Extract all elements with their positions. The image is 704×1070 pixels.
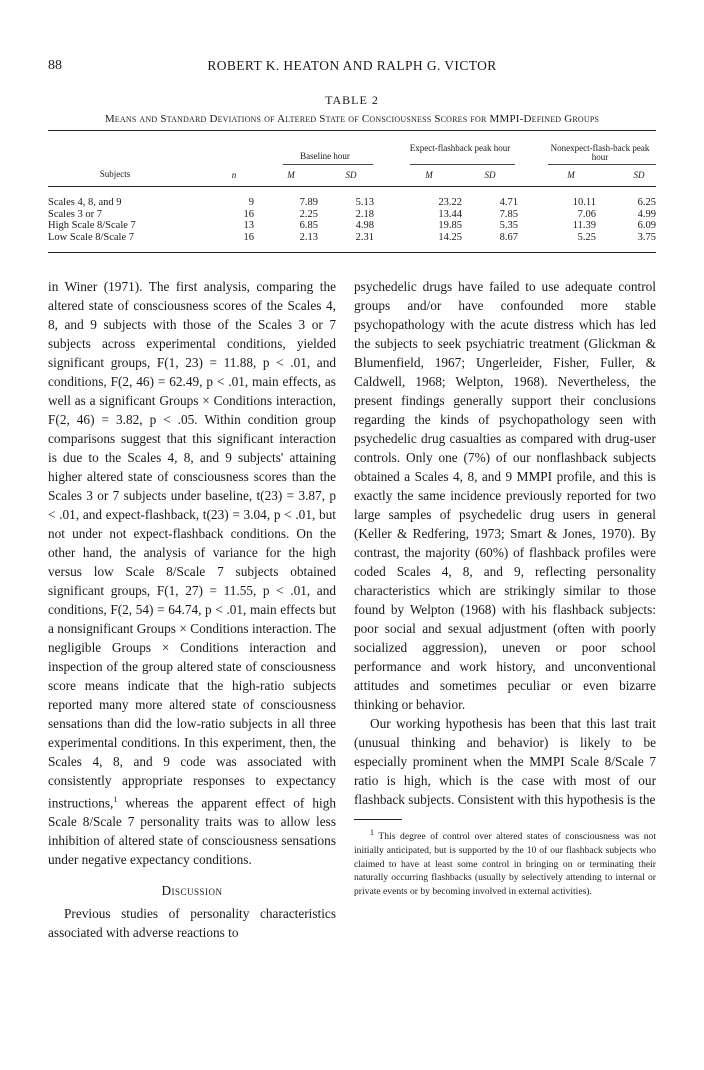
col-group-expect: Expect-flashback peak hour — [409, 143, 511, 153]
footnote — [354, 826, 656, 899]
cell-b-m: 6.85 — [299, 220, 318, 231]
running-head: ROBERT K. HEATON AND RALPH G. VICTOR — [207, 58, 497, 73]
table-top-rule — [48, 130, 656, 131]
cell-e-m: 23.22 — [438, 197, 462, 208]
right-column — [354, 277, 656, 899]
page-number: 88 — [48, 58, 62, 73]
col-baseline-m: M — [287, 170, 295, 180]
cell-e-sd: 4.71 — [499, 197, 518, 208]
table-bottom-rule — [48, 252, 656, 253]
cell-e-sd: 5.35 — [499, 220, 518, 231]
cell-ne-sd: 6.25 — [637, 197, 656, 208]
cell-e-sd: 7.85 — [499, 208, 518, 220]
table-row — [48, 232, 656, 244]
cell-subjects: Low Scale 8/Scale 7 — [48, 231, 135, 243]
cell-subjects: Scales 4, 8, and 9 — [48, 197, 122, 208]
cell-b-sd: 2.31 — [355, 231, 374, 243]
cell-b-m: 2.25 — [299, 208, 318, 220]
right-paragraph-2: Our working hypothesis has been that this last trait (unusual thinking and behavior) is likely to be especially prominent when the MMPI Scale 8/Scale 7 ratio is high, which is the case with most of our flashback subjects. Consistent with this hypothesis is the — [354, 716, 656, 807]
cell-ne-m: 10.11 — [572, 197, 596, 208]
right-paragraph-1: psychedelic drugs have failed to use adequate control groups and/or have confounded more stable psychopathology with the acute distress which has led the subjects to seek psychiatric treatment (Glickman & Blumenfield, 1967; Ungerleider, Fisher, Fuller, & Caldwell, 1968; Welpton, 1968). Nevertheless, the present findings generally support their conclusions regarding the kinds of psychopathology seen with psychedelic drug casualties as compared with drug-user controls. Only one (7%) of our nonflashback subjects obtained a Scales 4, 8, and 9 MMPI profile, and this is exactly the same incidence previously reported for two large samples of psychedelic drug users in general (Keller & Redfering, 1973; Smart & Jones, 1970). By contrast, the majority (60%) of flashback profiles were coded Scales 4, 8, and 9, reflecting personality characteristics which are strikingly similar to those found by Welpton (1968) with his flashback subjects: poor social and sexual adjustment (often with poorly socialized aggression), uneven or poor school performance and work history, and unconventional attitudes and sometimes peculiar or even bizarre thinking or behavior. — [354, 279, 656, 712]
cell-e-m: 13.44 — [438, 208, 462, 220]
cell-n: 13 — [243, 220, 254, 231]
cell-b-m: 7.89 — [299, 197, 318, 208]
cell-b-sd: 4.98 — [355, 220, 374, 231]
cell-subjects: Scales 3 or 7 — [48, 208, 102, 220]
cell-ne-sd: 3.75 — [637, 231, 656, 243]
left-paragraph-2: Previous studies of personality characteristics associated with adverse reactions to — [48, 906, 336, 941]
footnote-rule — [354, 819, 402, 820]
cell-subjects: High Scale 8/Scale 7 — [48, 220, 136, 231]
table-row — [48, 220, 656, 232]
col-nonexpect-sd: SD — [633, 170, 645, 180]
table-row — [48, 209, 656, 221]
left-paragraph-1 — [48, 277, 336, 869]
cell-n: 9 — [248, 197, 254, 208]
left-column — [48, 277, 336, 942]
cell-ne-sd: 4.99 — [637, 208, 656, 220]
cell-n: 16 — [243, 231, 254, 243]
cell-e-sd: 8.67 — [499, 231, 518, 243]
left-para1-end: whereas the apparent effect of high Scale 8/Scale 7 personality traits was to allow less inhibition of altered state of consciousness sensations under negative expectancy conditions. — [48, 795, 336, 868]
col-subjects: Subjects — [99, 169, 131, 179]
cell-b-sd: 2.18 — [355, 208, 374, 220]
left-para1-text: in Winer (1971). The first analysis, comparing the altered state of consciousness scores of the Scales 4, 8, and 9 subjects with those of the Scales 3 or 7 subjects across experimental conditions, yielded significant groups, F(1, 23) = 11.88, p < .01, and conditions, F(2, 46) = 62.49, p < .01, main effects, as well as a significant Groups × Conditions interaction, F(2, 46) = 3.82, p < .05. Within condition group comparisons suggest that this significant interaction is due to the Scales 4, 8, and 9 subjects' attaining higher altered state of consciousness scores than the Scales 3 or 7 subjects under baseline, t(23) = 3.87, p < .01, and expect-flashback, t(23) = 3.04, p < .01, but not under not expect-flashback conditions. On the other hand, the analysis of variance for the high versus low Scale 8/Scale 7 subjects obtained significant groups, F(1, 27) = 11.55, p < .01, and conditions, F(2, 54) = 64.74, p < .01, main effects but a nonsignificant Groups × Conditions interaction. The negligible Groups × Conditions interaction and inspection of the group altered state of consciousness score means indicate that the high-ratio subjects reported many more altered state of consciousness sensations than did the low-ratio subjects in all three experimental conditions. In this experiment, then, the Scales 4, 8, and 9 code was associated with consistently appropriate responses to expectancy instructions, — [48, 279, 336, 811]
col-expect-m: M — [425, 170, 433, 180]
col-expect-sd: SD — [484, 170, 496, 180]
table-row — [48, 197, 656, 209]
cell-ne-m: 7.06 — [577, 208, 596, 220]
col-group-baseline: Baseline hour — [300, 151, 350, 161]
data-table — [48, 197, 656, 243]
table-caption: Means and Standard Deviations of Altered State of Consciousness Scores for MMPI-Defined Groups — [104, 113, 600, 125]
cell-e-m: 14.25 — [438, 231, 462, 243]
cell-ne-m: 11.39 — [572, 220, 596, 231]
baseline-subrule — [283, 164, 373, 165]
cell-ne-m: 5.25 — [577, 231, 596, 243]
col-baseline-sd: SD — [345, 170, 357, 180]
cell-b-sd: 5.13 — [355, 197, 374, 208]
table-header-rule — [48, 186, 656, 187]
table-label: TABLE 2 — [325, 93, 379, 107]
cell-n: 16 — [243, 208, 254, 220]
expect-subrule — [410, 164, 515, 165]
section-heading-discussion: Discussion — [161, 883, 223, 899]
cell-ne-sd: 6.09 — [637, 220, 656, 231]
footnote-mark: 1 — [370, 828, 374, 837]
footnote-text: This degree of control over altered states of consciousness was not initially anticipated, but is supported by the 10 of our flashback subjects who claimed to have at least some control in bringing on or terminating their naturally occurring flashbacks (usually by selectively attending to internal or private events or by becoming involved in external activities). — [354, 831, 656, 897]
col-nonexpect-m: M — [567, 170, 575, 180]
col-n: n — [231, 170, 237, 180]
cell-b-m: 2.13 — [299, 231, 318, 243]
cell-e-m: 19.85 — [438, 220, 462, 231]
nonexpect-subrule — [548, 164, 656, 165]
footnote-ref: 1 — [113, 795, 118, 804]
col-group-nonexpect: Nonexpect-flash-back peak hour — [550, 143, 650, 162]
